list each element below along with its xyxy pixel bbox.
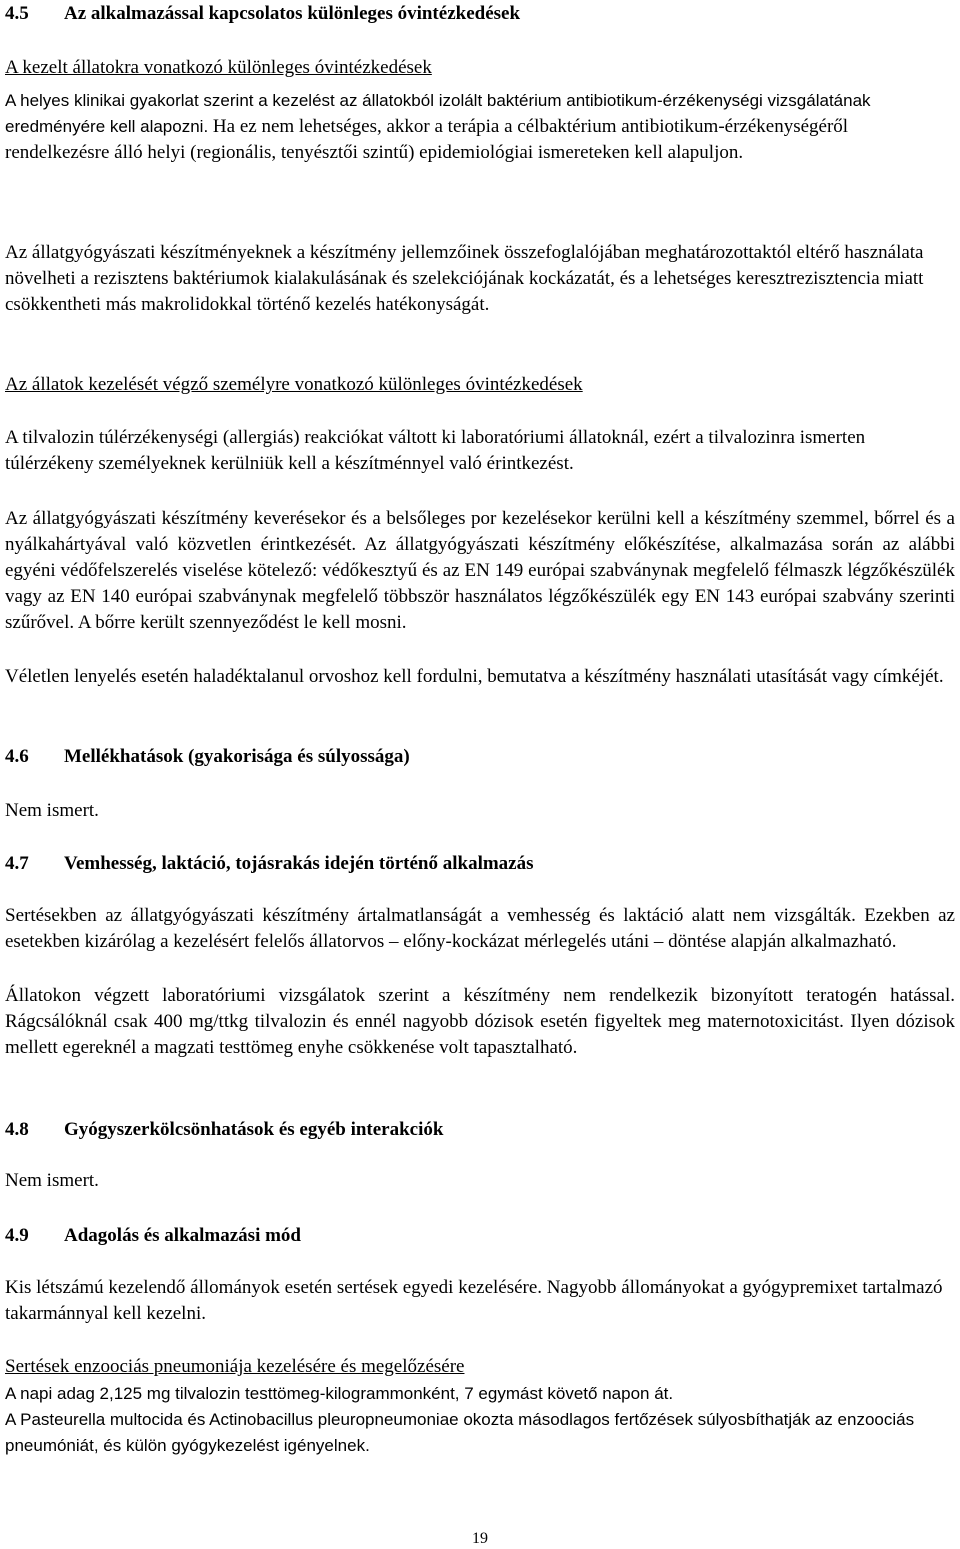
section-number: 4.9 [5, 1225, 29, 1246]
section-number: 4.7 [5, 853, 29, 874]
paragraph-daily-dose: A napi adag 2,125 mg tilvalozin testtömeg-kilogrammonként, 7 egymást követő napon át. [5, 1384, 674, 1403]
section-title: Gyógyszerkölcsönhatások és egyéb interakciók [64, 1119, 444, 1140]
subheading-enzootic-pneumonia: Sertések enzoociás pneumoniája kezelésére és megelőzésére [5, 1356, 465, 1377]
paragraph-secondary-infections: A Pasteurella multocida és Actinobacillus pleuropneumoniae okozta másodlagos fertőzések súlyosbíthatják az enzoociás pneumóniát, és külön gyógykezelést igényelnek. [5, 1410, 915, 1455]
paragraph-clinical-practice-part2: Ha ez nem lehetséges, akkor a terápia a célbaktérium antibiotikum-érzékenységéről rendelkezésre álló helyi (regionális, tenyésztői szintű) epidemiológiai ismereteken kell alapuljon. [5, 116, 849, 163]
section-title: Mellékhatások (gyakorisága és súlyossága) [64, 746, 410, 767]
section-number: 4.8 [5, 1119, 29, 1140]
section-4-9-heading [5, 1224, 301, 1248]
paragraph-accidental-ingestion: Véletlen lenyelés esetén haladéktalanul orvoshoz kell fordulni, bemutatva a készítmény használati utasítását vagy címkéjét. [5, 666, 944, 687]
paragraph-side-effects: Nem ismert. [5, 800, 99, 821]
paragraph-hypersensitivity: A tilvalozin túlérzékenységi (allergiás) reakciókat váltott ki laboratóriumi állatoknál, ezért a tilvalozinra ismerten túlérzékeny személyeknek kerülniük kell a készítménnyel való érintkezést. [5, 427, 866, 474]
page-number: 19 [472, 1530, 488, 1547]
paragraph-protective-equipment: Az állatgyógyászati készítmény keverésekor és a belsőleges por kezelésekor kerülni kell a készítmény szemmel, bőrrel és a nyálkahártyával való közvetlen érintkezését. Az állatgyógyászati készítmény előkészítése, alkalmazása során az alábbi egyéni védőfelszerelés viselése kötelező: védőkesztyű és az EN 149 európai szabványnak megfelelő félmaszk légzőkészülék vagy az EN 140 európai szabványnak megfelelő többször használatos légzőkészülék egy EN 143 európai szabvány szerinti szűrővel. A bőrre került szennyeződést le kell mosni. [5, 508, 955, 633]
section-title: Vemhesség, laktáció, tojásrakás idején történő alkalmazás [64, 853, 534, 874]
subheading-person-precautions: Az állatok kezelését végző személyre vonatkozó különleges óvintézkedések [5, 374, 583, 395]
paragraph-clinical-practice [5, 88, 955, 166]
paragraph-clinical-practice-part1: A helyes klinikai gyakorlat szerint a kezelést az állatokból izolált baktérium antibiotikum-érzékenységi vizsgálatának eredményére kell alapozni. [5, 91, 871, 136]
subheading-treated-animals: A kezelt állatokra vonatkozó különleges óvintézkedések [5, 57, 432, 78]
section-title: Adagolás és alkalmazási mód [64, 1225, 301, 1246]
section-4-7-heading [5, 852, 534, 876]
section-4-8-heading [5, 1118, 443, 1142]
section-number: 4.5 [5, 3, 29, 24]
paragraph-pregnancy-safety: Sertésekben az állatgyógyászati készítmény ártalmatlanságát a vemhesség és laktáció alatt nem vizsgálták. Ezekben az esetekben kizárólag a kezelésért felelős állatorvos – előny-kockázat mérlegelés utáni – döntése alapján alkalmazható. [5, 905, 955, 952]
section-number: 4.6 [5, 746, 29, 767]
section-4-6-heading [5, 745, 410, 769]
paragraph-teratogenic: Állatokon végzett laboratóriumi vizsgálatok szerint a készítmény nem rendelkezik bizonyított teratogén hatással. Rágcsálóknál csak 400 mg/ttkg tilvalozin és ennél nagyobb dózisok esetén figyeltek meg maternotoxicitást. Ilyen dózisok mellett egereknél a magzati testtömeg enyhe csökkenése volt tapasztalható. [5, 985, 955, 1058]
section-title: Az alkalmazással kapcsolatos különleges óvintézkedések [64, 3, 521, 24]
paragraph-small-herds: Kis létszámú kezelendő állományok esetén sertések egyedi kezelésére. Nagyobb állományokat a gyógypremixet tartalmazó takarmánnyal kell kezelni. [5, 1277, 943, 1324]
paragraph-off-label-use: Az állatgyógyászati készítményeknek a készítmény jellemzőinek összefoglalójában meghatározottaktól eltérő használata növelheti a rezisztens baktériumok kialakulásának és szelekciójának kockázatát, és a lehetséges keresztrezisztencia miatt csökkentheti más makrolidokkal történő kezelés hatékonyságát. [5, 242, 924, 315]
section-4-5-heading [5, 2, 520, 26]
paragraph-interactions: Nem ismert. [5, 1170, 99, 1191]
